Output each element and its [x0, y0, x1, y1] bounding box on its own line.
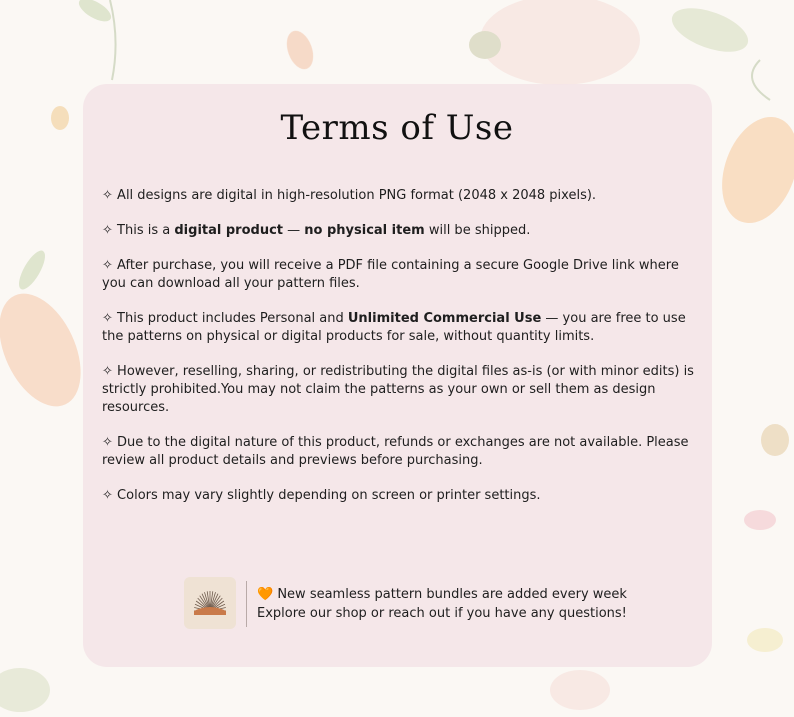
term-item — [102, 257, 702, 293]
term-text: This product includes Personal and — [117, 311, 348, 326]
term-text: — you are free to use the patterns on physical or digital products for sale, without quantity limits. — [102, 311, 686, 344]
sparkle-icon: ✧ — [102, 488, 113, 503]
term-emphasis: no physical item — [304, 223, 425, 238]
page-title: Terms of Use — [280, 108, 514, 148]
sparkle-icon: ✧ — [102, 364, 113, 379]
term-text: However, reselling, sharing, or redistributing the digital files as-is (or with minor edits) is strictly prohibited.You may not claim the patterns as your own or sell them as design resources. — [102, 364, 694, 415]
footer-text — [257, 585, 627, 623]
term-text: will be shipped. — [424, 223, 531, 238]
term-text: — — [283, 223, 305, 238]
footer-line-2: Explore our shop or reach out if you have any questions! — [257, 606, 627, 621]
footer-line-1: New seamless pattern bundles are added every week — [277, 587, 627, 602]
sparkle-icon: ✧ — [102, 435, 113, 450]
term-item — [102, 487, 702, 505]
term-text: Colors may vary slightly depending on screen or printer settings. — [117, 488, 541, 503]
term-item — [102, 434, 702, 470]
term-text: This is a — [117, 223, 175, 238]
term-text: After purchase, you will receive a PDF file containing a secure Google Drive link where you can download all your pattern files. — [102, 258, 679, 291]
sparkle-icon: ✧ — [102, 258, 113, 273]
sparkle-icon: ✧ — [102, 311, 113, 326]
term-item — [102, 222, 702, 240]
footer-divider — [246, 581, 247, 627]
term-item — [102, 187, 702, 205]
orange-heart-icon: 🧡 — [257, 587, 274, 602]
term-item — [102, 363, 702, 417]
sparkle-icon: ✧ — [102, 188, 113, 203]
sparkle-icon: ✧ — [102, 223, 113, 238]
term-emphasis: digital product — [174, 223, 283, 238]
term-text: All designs are digital in high-resolution PNG format (2048 x 2048 pixels). — [117, 188, 597, 203]
term-text: Due to the digital nature of this product, refunds or exchanges are not available. Please review all product details and previews before purchasing. — [102, 435, 689, 468]
sunrise-rays-icon — [184, 577, 236, 629]
term-emphasis: Unlimited Commercial Use — [347, 311, 542, 326]
footer — [184, 577, 644, 629]
terms-list — [102, 187, 702, 522]
term-item — [102, 310, 702, 346]
